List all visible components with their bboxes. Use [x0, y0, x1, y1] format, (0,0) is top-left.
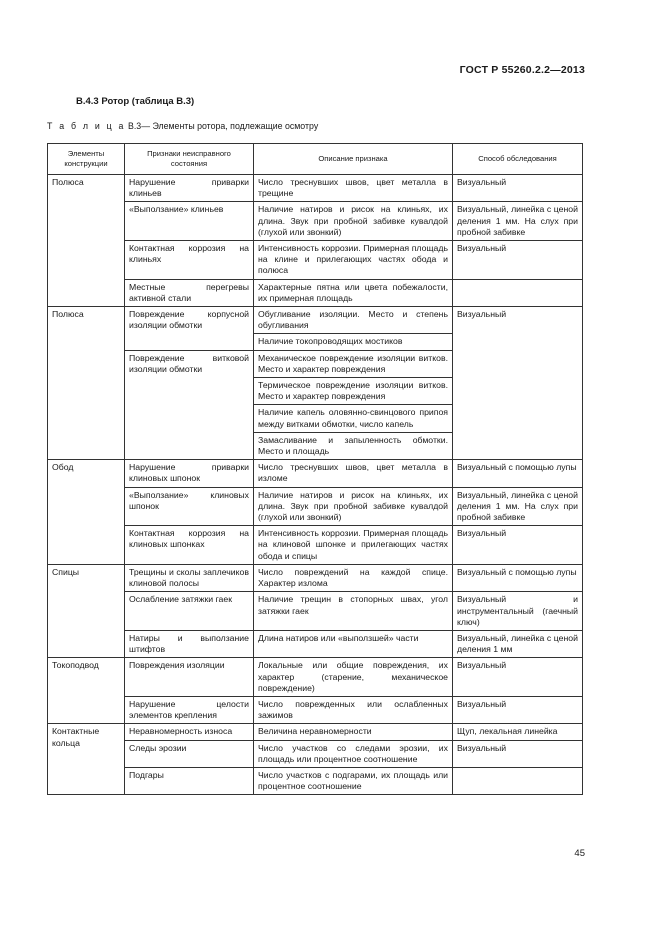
- table-header-row: [48, 144, 583, 175]
- section-title: В.4.3 Ротор (таблица В.3): [76, 96, 195, 107]
- table-row: [48, 630, 583, 657]
- document-standard-number: ГОСТ Р 55260.2.2—2013: [459, 64, 585, 76]
- description-cell: Интенсивность коррозии. Примерная площадь на клиновой шпонке и прилегающих частях обода и спицы: [254, 526, 453, 565]
- sign-cell: «Выползание» клиньев: [125, 202, 254, 241]
- sign-cell: Трещины и сколы заплечиков клиновой полосы: [125, 564, 254, 591]
- sign-cell: Натиры и выползание штифтов: [125, 630, 254, 657]
- table-row: [48, 175, 583, 202]
- table-row: [48, 460, 583, 487]
- sign-cell: Нарушение приварки клиньев: [125, 175, 254, 202]
- method-cell: Визуальный: [453, 526, 583, 565]
- table-row: [48, 740, 583, 767]
- column-header-sign: Признаки неисправного состояния: [125, 144, 254, 175]
- table-row: [48, 696, 583, 723]
- sign-cell: «Выползание» клиновых шпонок: [125, 487, 254, 526]
- sign-cell: Неравномерность износа: [125, 724, 254, 740]
- description-cell: Характерные пятна или цвета побежалости, их примерная площадь: [254, 279, 453, 306]
- method-cell: [453, 279, 583, 306]
- description-cell: Механическое повреждение изоляции витков. Место и характер повреждения: [254, 350, 453, 377]
- element-cell: Полюса: [48, 307, 125, 460]
- table-row: [48, 767, 583, 794]
- method-cell: Визуальный: [453, 241, 583, 280]
- description-cell: Число участков с подгарами, их площадь или процентное соотношение: [254, 767, 453, 794]
- method-cell: [453, 767, 583, 794]
- table-row: [48, 724, 583, 740]
- table-row: [48, 241, 583, 280]
- element-cell: Токоподвод: [48, 658, 125, 724]
- table-row: [48, 526, 583, 565]
- description-cell: Замасливание и запыленность обмотки. Место и площадь: [254, 432, 453, 459]
- sign-cell: Нарушение приварки клиновых шпонок: [125, 460, 254, 487]
- description-cell: Число повреждений на каждой спице. Характер излома: [254, 564, 453, 591]
- description-cell: Интенсивность коррозии. Примерная площадь на клине и прилегающих частях обода и полюса: [254, 241, 453, 280]
- sign-cell: Контактная коррозия на клиновых шпонках: [125, 526, 254, 565]
- table-row: [48, 658, 583, 697]
- method-cell: Щуп, лекальная линейка: [453, 724, 583, 740]
- element-cell: Обод: [48, 460, 125, 565]
- description-cell: Термическое повреждение изоляции витков. Место и характер повреждения: [254, 378, 453, 405]
- description-cell: Наличие капель оловянно-свинцового припоя между витками обмотки, число капель: [254, 405, 453, 432]
- description-cell: Число поврежденных или ослабленных зажимов: [254, 696, 453, 723]
- table-caption-label: Т а б л и ц а: [47, 121, 126, 131]
- method-cell: Визуальный: [453, 740, 583, 767]
- method-cell: Визуальный, линейка с ценой деления 1 мм. На слух при пробной забивке: [453, 487, 583, 526]
- description-cell: Длина натиров или «выползшей» части: [254, 630, 453, 657]
- sign-cell: Повреждения изоляции: [125, 658, 254, 697]
- method-cell: Визуальный, линейка с ценой деления 1 мм: [453, 630, 583, 657]
- page-number: 45: [574, 848, 585, 859]
- table-caption: [47, 121, 318, 131]
- element-cell: Полюса: [48, 175, 125, 307]
- description-cell: Число треснувших швов, цвет металла в трещине: [254, 175, 453, 202]
- table-row: [48, 307, 583, 334]
- sign-cell: Следы эрозии: [125, 740, 254, 767]
- method-cell: Визуальный, линейка с ценой деления 1 мм. На слух при пробной забивке: [453, 202, 583, 241]
- description-cell: Локальные или общие повреждения, их характер (старение, механическое повреждение): [254, 658, 453, 697]
- table-row: [48, 487, 583, 526]
- element-cell: Контактные кольца: [48, 724, 125, 795]
- element-cell: Спицы: [48, 564, 125, 657]
- method-cell: Визуальный: [453, 658, 583, 697]
- column-header-method: Способ обследования: [453, 144, 583, 175]
- sign-cell: Подгары: [125, 767, 254, 794]
- sign-cell: Местные перегревы активной стали: [125, 279, 254, 306]
- table-row: [48, 592, 583, 631]
- method-cell: Визуальный с помощью лупы: [453, 460, 583, 487]
- column-header-description: Описание признака: [254, 144, 453, 175]
- sign-cell: Контактная коррозия на клиньях: [125, 241, 254, 280]
- description-cell: Наличие натиров и рисок на клиньях, их длина. Звук при пробной забивке кувалдой (глухой или звонкий): [254, 202, 453, 241]
- description-cell: Наличие токопроводящих мостиков: [254, 334, 453, 350]
- column-header-element: Элементы конструкции: [48, 144, 125, 175]
- sign-cell: Повреждение витковой изоляции обмотки: [125, 350, 254, 460]
- table-caption-text: В.3— Элементы ротора, подлежащие осмотру: [128, 121, 319, 131]
- table-row: [48, 279, 583, 306]
- description-cell: Наличие трещин в стопорных швах, угол затяжки гаек: [254, 592, 453, 631]
- table-row: [48, 564, 583, 591]
- method-cell: Визуальный и инструментальный (гаечный ключ): [453, 592, 583, 631]
- method-cell: Визуальный: [453, 696, 583, 723]
- description-cell: Число треснувших швов, цвет металла в изломе: [254, 460, 453, 487]
- rotor-elements-table: [47, 143, 583, 795]
- sign-cell: Повреждение корпусной изоляции обмотки: [125, 307, 254, 351]
- sign-cell: Ослабление затяжки гаек: [125, 592, 254, 631]
- method-cell: Визуальный с помощью лупы: [453, 564, 583, 591]
- method-cell: Визуальный: [453, 175, 583, 202]
- method-cell: Визуальный: [453, 307, 583, 460]
- sign-cell: Нарушение целости элементов крепления: [125, 696, 254, 723]
- description-cell: Наличие натиров и рисок на клиньях, их длина. Звук при пробной забивке кувалдой (глухой или звонкий): [254, 487, 453, 526]
- description-cell: Величина неравномерности: [254, 724, 453, 740]
- table-row: [48, 202, 583, 241]
- description-cell: Обугливание изоляции. Место и степень обугливания: [254, 307, 453, 334]
- description-cell: Число участков со следами эрозии, их площадь или процентное соотношение: [254, 740, 453, 767]
